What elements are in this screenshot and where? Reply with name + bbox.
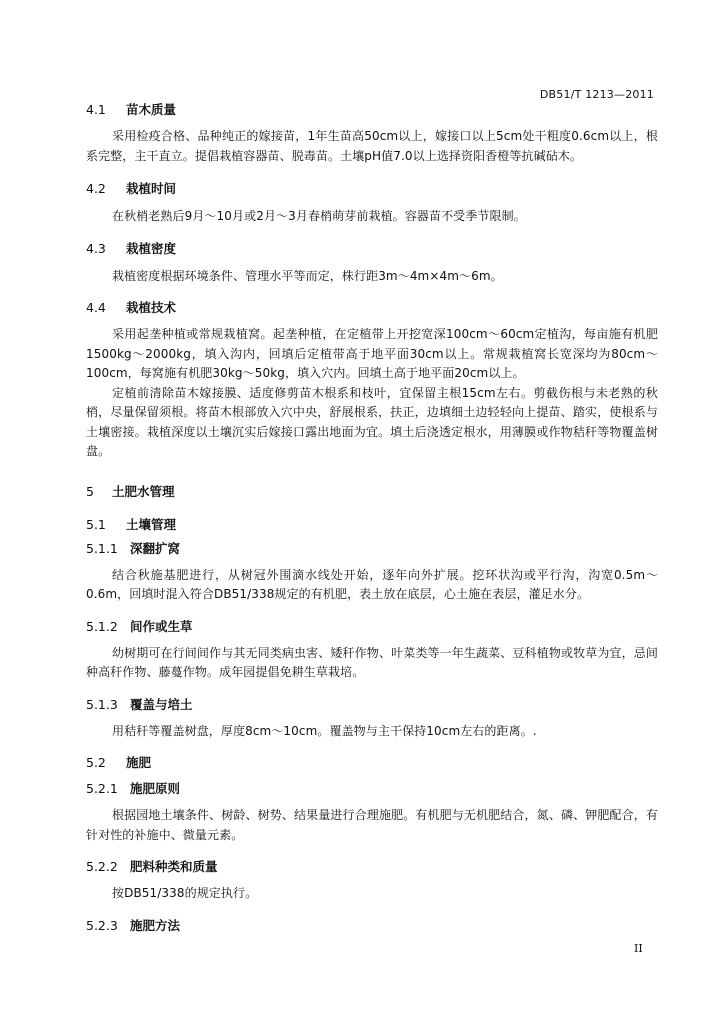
paragraph: 用秸秆等覆盖树盘，厚度8cm～10cm。覆盖物与主干保持10cm左右的距离。. bbox=[112, 723, 537, 738]
heading-title: 施肥 bbox=[126, 755, 152, 770]
heading-number: 5.2.2 bbox=[86, 859, 118, 874]
heading-number: 4.2 bbox=[86, 181, 106, 196]
heading-4-4 bbox=[86, 299, 658, 317]
heading-number: 5.1.2 bbox=[86, 618, 118, 634]
heading-number: 5.2 bbox=[86, 755, 106, 770]
heading-number: 5.1 bbox=[86, 516, 106, 532]
heading-5-2-2 bbox=[86, 858, 658, 876]
heading-title: 施肥方法 bbox=[130, 917, 181, 933]
heading-4-2 bbox=[86, 180, 658, 198]
heading-number: 4.1 bbox=[86, 102, 106, 117]
heading-5-1 bbox=[86, 516, 658, 534]
heading-5 bbox=[86, 483, 658, 501]
heading-5-2 bbox=[86, 754, 658, 772]
heading-title: 栽植密度 bbox=[126, 240, 177, 256]
paragraph: 采用起垄种植或常规栽植窝。起垄种植，在定植带上开挖宽深100cm～60cm定植沟，每亩施有机肥1500kg～2000kg，填入沟内，回填后定植带高于地平面30cm以上。常规栽植窝长宽深均为80cm～100cm，每窝施有机肥30kg～50kg，填入穴内。回填土高于地平面20cm以上。 bbox=[86, 327, 658, 380]
heading-4-3 bbox=[86, 240, 658, 258]
heading-5-2-3 bbox=[86, 917, 658, 935]
doc-code: DB51/T 1213—2011 bbox=[539, 88, 654, 101]
heading-4-1 bbox=[86, 101, 658, 119]
heading-title: 苗木质量 bbox=[126, 102, 177, 117]
heading-number: 4.3 bbox=[86, 240, 106, 256]
paragraph: 栽植密度根据环境条件、管理水平等而定，株行距3m～4m×4m～6m。 bbox=[112, 268, 503, 283]
heading-5-1-2 bbox=[86, 618, 658, 636]
heading-title: 深翻扩窝 bbox=[130, 540, 181, 556]
paragraph: 定植前清除苗木嫁接膜、适度修剪苗木根系和枝叶，宜保留主根15cm左右。剪截伤根与未老熟的秋梢，尽量保留须根。将苗木根部放入穴中央，舒展根系，扶正，边填细土边轻轻向上提苗、踏实，使根系与土壤密接。栽植深度以土壤沉实后嫁接口露出地面为宜。填土后浇透定根水，用薄膜或作物秸秆等物覆盖树盘。 bbox=[86, 385, 658, 458]
heading-number: 5.1.1 bbox=[86, 540, 118, 556]
paragraph: 结合秋施基肥进行，从树冠外围滴水线处开始，逐年向外扩展。挖环状沟或平行沟，沟宽0.5m～0.6m，回填时混入符合DB51/338规定的有机肥，表土放在底层，心土施在表层，灌足水分。 bbox=[86, 567, 658, 601]
heading-5-1-3 bbox=[86, 696, 658, 714]
heading-number: 5.1.3 bbox=[86, 696, 118, 712]
document-body bbox=[86, 101, 658, 935]
heading-title: 土壤管理 bbox=[126, 516, 177, 532]
heading-title: 土肥水管理 bbox=[112, 483, 175, 499]
heading-number: 5 bbox=[86, 483, 94, 499]
heading-title: 栽植时间 bbox=[126, 181, 177, 196]
paragraph: 根据园地土壤条件、树龄、树势、结果量进行合理施肥。有机肥与无机肥结合，氮、磷、钾肥配合，有针对性的补施中、微量元素。 bbox=[86, 808, 658, 842]
heading-title: 施肥原则 bbox=[130, 781, 181, 796]
paragraph: 按DB51/338的规定执行。 bbox=[112, 886, 258, 900]
heading-number: 4.4 bbox=[86, 300, 106, 315]
heading-5-1-1 bbox=[86, 540, 658, 558]
heading-number: 5.2.1 bbox=[86, 781, 118, 796]
paragraph: 采用检疫合格、品种纯正的嫁接苗，1年生苗高50cm以上，嫁接口以上5cm处干粗度0.6cm以上，根系完整，主干直立。提倡栽植容器苗、脱毒苗。土壤pH值7.0以上选择资阳香橙等抗碱砧木。 bbox=[86, 129, 658, 163]
heading-title: 覆盖与培土 bbox=[130, 696, 193, 712]
heading-number: 5.2.3 bbox=[86, 917, 118, 933]
heading-5-2-1 bbox=[86, 780, 658, 798]
heading-title: 肥料种类和质量 bbox=[130, 859, 218, 874]
page-number: II bbox=[634, 942, 643, 955]
heading-title: 间作或生草 bbox=[130, 618, 193, 634]
paragraph: 在秋梢老熟后9月～10月或2月～3月春梢萌芽前栽植。容器苗不受季节限制。 bbox=[112, 209, 526, 223]
heading-title: 栽植技术 bbox=[126, 300, 177, 315]
paragraph: 幼树期可在行间间作与其无同类病虫害、矮秆作物、叶菜类等一年生蔬菜、豆科植物或牧草为宜，忌间种高秆作物、藤蔓作物。成年园提倡免耕生草栽培。 bbox=[86, 645, 658, 679]
